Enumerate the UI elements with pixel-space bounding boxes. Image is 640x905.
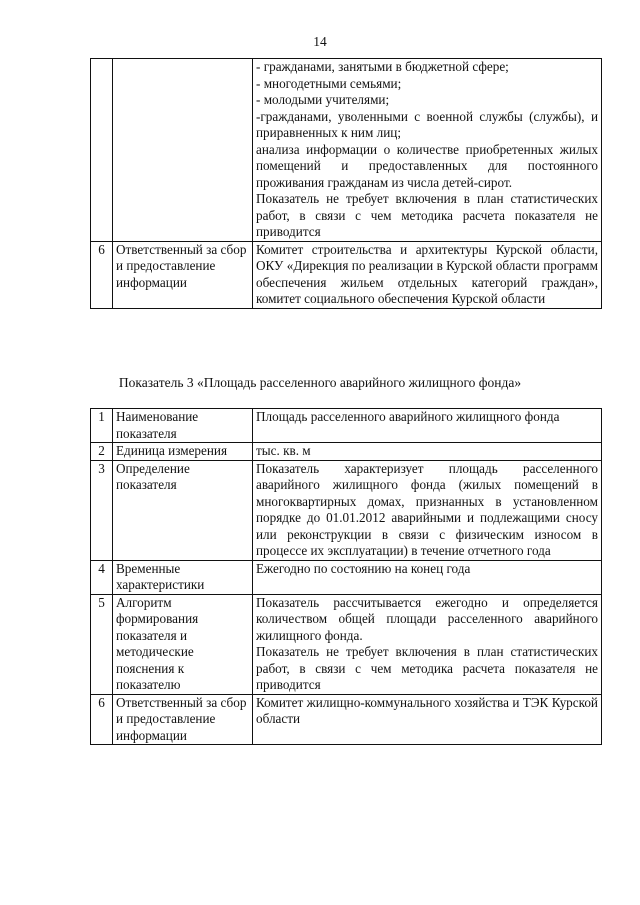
row-value: [253, 560, 602, 594]
table-row: [91, 694, 602, 745]
row-value: [253, 59, 602, 242]
row-number: 6: [91, 241, 113, 308]
continued-table: [90, 58, 602, 309]
row-number: 2: [91, 443, 113, 461]
table-row: [91, 409, 602, 443]
table-row: [91, 460, 602, 560]
value-line: - гражданами, занятыми в бюджетной сфере;: [256, 59, 509, 74]
indicator-table: [90, 408, 602, 745]
value-line: - молодыми учителями;: [256, 92, 390, 107]
row-number: [91, 59, 113, 242]
row-name: Единица измерения: [113, 443, 253, 461]
value-line: Комитет жилищно-коммунального хозяйства и ТЭК Курской области: [256, 694, 598, 726]
row-name: Алгоритм формирования показателя и методические пояснения к показателю: [113, 594, 253, 694]
row-name: Наименование показателя: [113, 409, 253, 443]
row-value: [253, 443, 602, 461]
row-name: Ответственный за сбор и предоставление информации: [113, 694, 253, 745]
table-row: [91, 59, 602, 242]
table-row: [91, 560, 602, 594]
row-value: [253, 460, 602, 560]
row-number: 5: [91, 594, 113, 694]
row-name: Временные характеристики: [113, 560, 253, 594]
table-row: [91, 594, 602, 694]
value-line: Комитет строительства и архитектуры Курской области, ОКУ «Дирекция по реализации в Курской области программ обеспечения жильем отдельных категорий граждан», комитет социального обеспечения Курской области: [256, 241, 598, 306]
row-number: 1: [91, 409, 113, 443]
row-number: 6: [91, 694, 113, 745]
value-line: Показатель не требует включения в план статистических работ, в связи с чем методика расчета показателя не приводится: [256, 191, 598, 239]
row-value: [253, 241, 602, 308]
value-line: Показатель рассчитывается ежегодно и определяется количеством общей площади расселенного аварийного жилищного фонда.: [256, 594, 598, 643]
row-number: 4: [91, 560, 113, 594]
value-line: Ежегодно по состоянию на конец года: [256, 560, 471, 576]
row-name: Ответственный за сбор и предоставление информации: [113, 241, 253, 308]
row-value: [253, 694, 602, 745]
value-line: Показатель характеризует площадь расселенного аварийного жилищного фонда (жилых помещений в многоквартирных домах, признанных в установленном порядке до 01.01.2012 аварийными и подлежащими сносу или реконструкции в связи с физическим износом в процессе их эксплуатации) в течение отчетного года: [256, 460, 598, 558]
value-line: - многодетными семьями;: [256, 75, 402, 91]
value-line: тыс. кв. м: [256, 443, 311, 458]
table-row: [91, 443, 602, 461]
value-line: -гражданами, уволенными с военной службы (службы), и приравненных к ним лиц;: [256, 108, 598, 140]
indicator-heading: Показатель 3 «Площадь расселенного аварийного жилищного фонда»: [118, 375, 522, 390]
value-line: анализа информации о количестве приобретенных жилых помещений и предоставленных для постоянного проживания гражданам из числа детей-сирот.: [256, 141, 598, 190]
row-value: [253, 409, 602, 443]
row-value: [253, 594, 602, 694]
row-number: 3: [91, 460, 113, 560]
value-line: Площадь расселенного аварийного жилищного фонда: [256, 409, 560, 424]
row-name: [113, 59, 253, 242]
table-row: [91, 241, 602, 308]
value-line: Показатель не требует включения в план статистических работ, в связи с чем методика расчета показателя не приводится: [256, 644, 598, 692]
row-name: Определение показателя: [113, 460, 253, 560]
page-number: 14: [313, 34, 327, 49]
